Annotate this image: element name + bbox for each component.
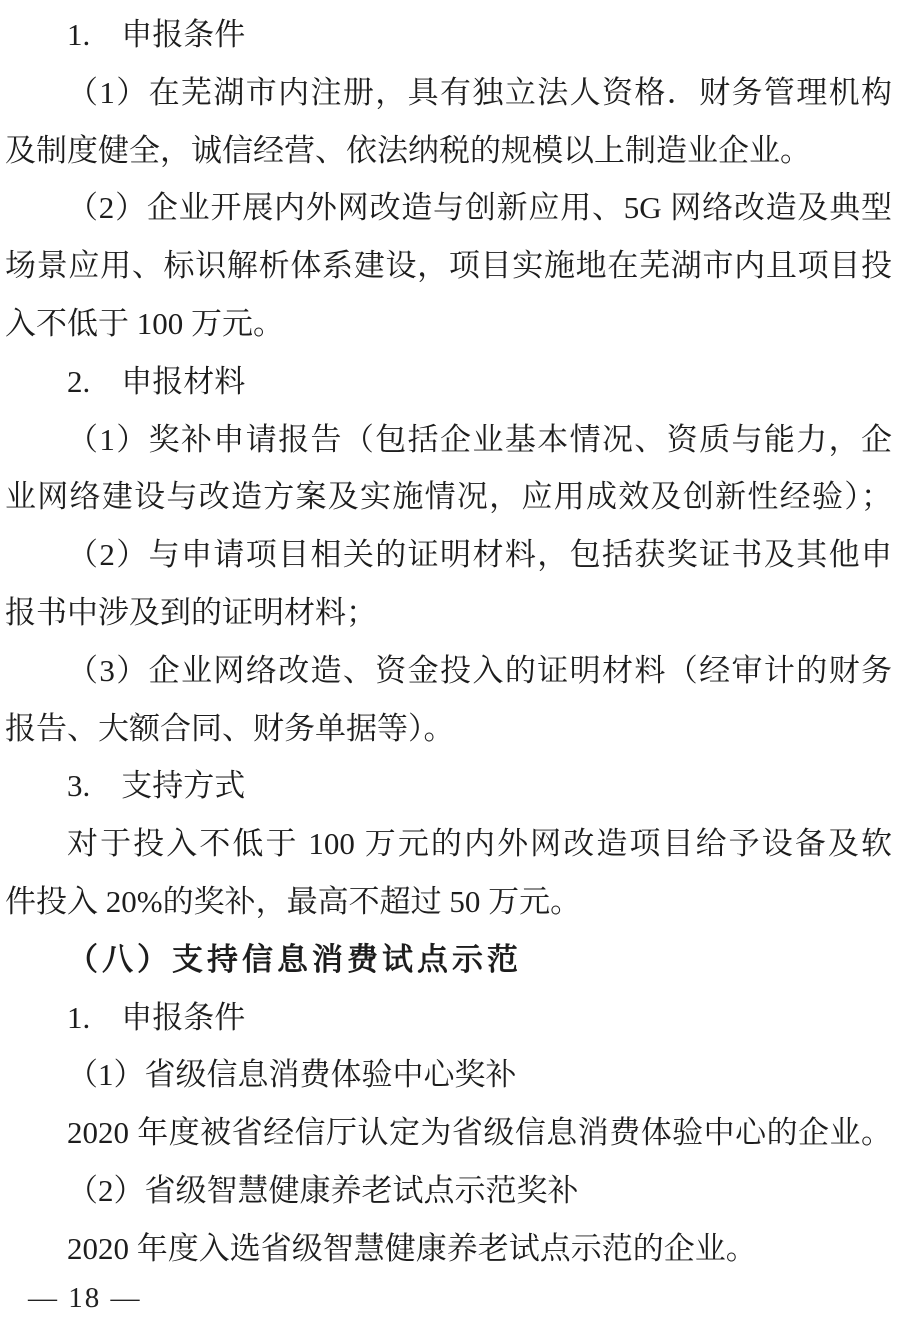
- paragraph-line: （1）省级信息消费体验中心奖补: [67, 1057, 517, 1093]
- paragraph-line: 场景应用、标识解析体系建设，项目实施地在芜湖市内且项目投: [5, 248, 892, 284]
- paragraph-line: 报书中涉及到的证明材料；: [5, 594, 377, 630]
- paragraph-line: 件投入 20%的奖补，最高不超过 50 万元。: [5, 883, 582, 919]
- numbered-heading: 2. 申报材料: [67, 363, 246, 399]
- paragraph-line: 报告、大额合同、财务单据等）。: [5, 710, 455, 746]
- paragraph-line: （1）在芜湖市内注册，具有独立法人资格．财务管理机构: [67, 74, 892, 110]
- section-heading: （八）支持信息消费试点示范: [67, 941, 522, 977]
- paragraph-line: （3）企业网络改造、资金投入的证明材料（经审计的财务: [67, 652, 892, 688]
- paragraph-line: 入不低于 100 万元。: [5, 305, 284, 341]
- numbered-heading: 3. 支持方式: [67, 768, 246, 804]
- numbered-heading: 1. 申报条件: [67, 17, 246, 52]
- page-number: — 18 —: [28, 1281, 142, 1314]
- paragraph-line: 2020 年度被省经信厅认定为省级信息消费体验中心的企业。: [67, 1115, 892, 1151]
- paragraph-line: （1）奖补申请报告（包括企业基本情况、资质与能力，企: [67, 421, 892, 457]
- paragraph-line: （2）与申请项目相关的证明材料，包括获奖证书及其他申: [67, 537, 892, 573]
- paragraph-line: 及制度健全，诚信经营、依法纳税的规模以上制造业企业。: [5, 132, 811, 168]
- numbered-heading: 1. 申报条件: [67, 999, 246, 1035]
- paragraph-line: （2）省级智慧健康养老试点示范奖补: [67, 1172, 579, 1208]
- paragraph-line: 对于投入不低于 100 万元的内外网改造项目给予设备及软: [67, 826, 892, 862]
- paragraph-line: （2）企业开展内外网改造与创新应用、5G 网络改造及典型: [67, 190, 892, 226]
- paragraph-line: 业网络建设与改造方案及实施情况，应用成效及创新性经验）；: [5, 479, 892, 515]
- paragraph-line: 2020 年度入选省级智慧健康养老试点示范的企业。: [67, 1230, 757, 1266]
